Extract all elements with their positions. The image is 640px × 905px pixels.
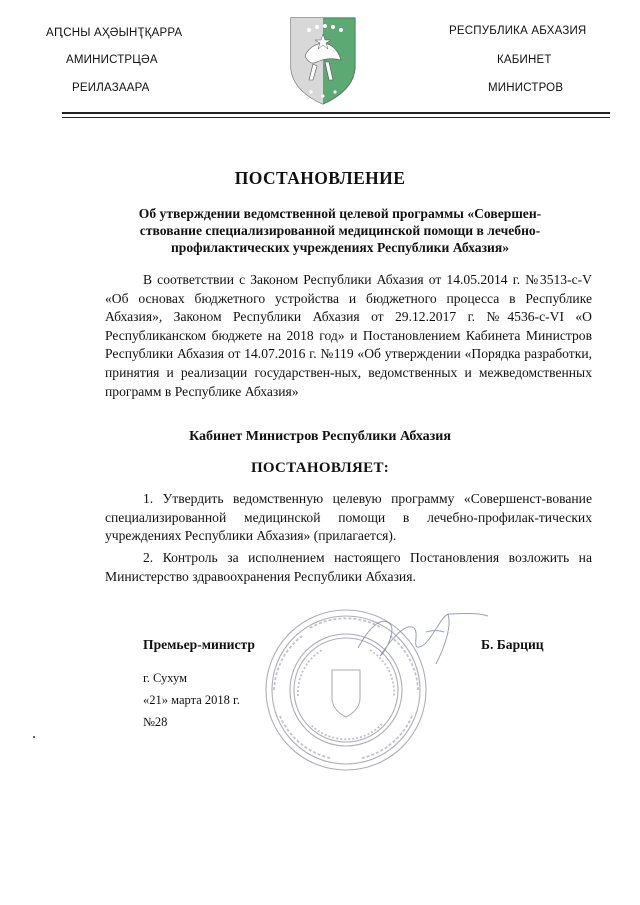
header-divider-thin [62,117,610,118]
signatory-name: Б. Барциц [481,637,544,652]
header-left-line-1: АԤСНЫ АҲӘЫНҬҚАРРА [46,27,183,39]
subject-line: ствование специализированной медицинской помощи в лечебно- [139,223,541,238]
decree-item-1: 1. Утвердить ведомственную целевую программу «Совершенст-вование специализированной медицинской помощи в лечебно-профилак-тических учреждениях Республики Абхазия» (прилагается). [105,491,592,544]
decree-item-2: 2. Контроль за исполнением настоящего Постановления возложить на Министерство здравоохранения Республики Абхазия. [105,550,592,584]
issue-date: «21» марта 2018 г. [143,693,240,707]
signatory-position: Премьер-министр [143,637,255,652]
document-title: ПОСТАНОВЛЕНИЕ [234,168,406,188]
preamble-paragraph: В соответствии с Законом Республики Абхазия от 14.05.2014 г. №3513-с-V «Об основах бюджетного устройства и бюджетного процесса в Республике Абхазия», Законом Республики Абхазия от 29.12.2017 г. №4536-с-VI «О Республиканском бюджете на 2018 год» и Постановлением Кабинета Министров Республики Абхазия от 14.07.2016 г. №119 «Об утверждении «Порядка разработки, принятия и реализации государствен-ных, ведомственных и межведомственных программ в Республике Абхазия» [105,272,592,399]
handwritten-signature [352,608,492,668]
header-right-line-1: РЕСПУБЛИКА АБХАЗИЯ [449,25,587,37]
document-number: №28 [143,715,168,729]
issuer-heading: Кабинет Министров Республики Абхазия [189,429,451,444]
subject-line: Об утверждении ведомственной целевой программы «Совершен- [138,206,542,221]
decree-heading: ПОСТАНОВЛЯЕТ: [250,460,390,476]
scan-speck [33,736,35,738]
coat-of-arms-icon [287,14,359,106]
document-subject [100,205,580,256]
header-left-line-3: РЕИЛАЗААРА [72,82,150,94]
header-right-line-3: МИНИСТРОВ [488,82,564,94]
subject-line: профилактических учреждениях Республики Абхазия» [170,240,510,255]
header-right-line-2: КАБИНЕТ [497,54,552,66]
place-of-issue: г. Сухум [143,671,188,685]
header-divider-thick [62,112,610,114]
header-left-line-2: АМИНИСТРЦӘА [66,54,158,66]
